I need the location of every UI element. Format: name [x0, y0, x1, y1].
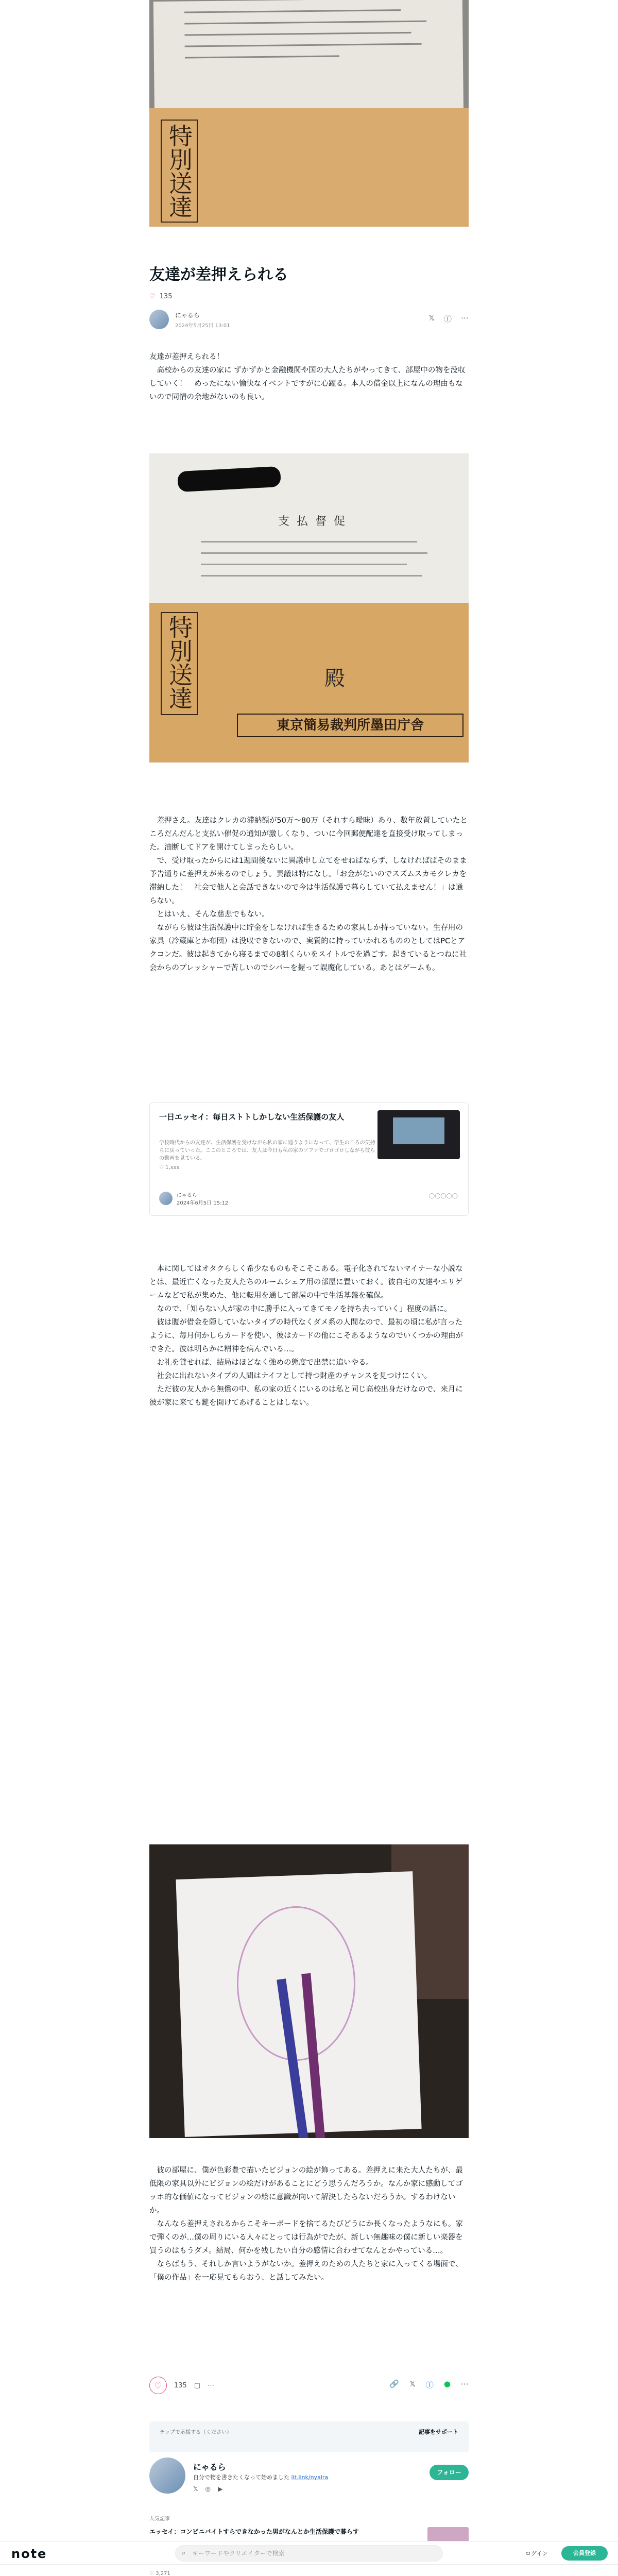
document-title: 支払督促	[278, 515, 353, 528]
article-actions	[149, 2375, 469, 2396]
avatar	[159, 1192, 173, 1205]
article-body-intro	[149, 350, 469, 404]
more-options-icon[interactable]: ⋯	[461, 2379, 469, 2388]
share-actions	[389, 2379, 469, 2390]
like-button[interactable]	[149, 2377, 167, 2394]
link-icon[interactable]: 🔗	[389, 2379, 399, 2388]
stamp-text: 特別送達	[165, 124, 193, 218]
embedded-article-card[interactable]	[149, 1103, 469, 1216]
paragraph: 高校からの友達の家に ずかずかと金融機関や国の大人たちがやってきて、部屋中の物を没収していく！ めったにない愉快なイベントですがに心躍る。本人の借金以上になんの理由もないので同情の余地がないのも良い。	[149, 366, 466, 401]
creator-name[interactable]: にゃるら	[193, 2462, 226, 2472]
paragraph: ただ彼の友人から無償の中、私の家の近くにいるのは私と同じ高校出身だけなので、来月に彼が家に来ても鍵を開けてあげることはしない。	[149, 1385, 463, 1407]
paragraph: 本に関してはオタクらしく希少なものもそこそこある。電子化されてないマイナーな小説なとは、最近亡くなった友人たちのルームシェア用の部屋に置いておく。彼自宅の友達やエリゲームなどで私が集めた、他に転用を通して部屋の中で生活基盤を確保。	[149, 1265, 463, 1300]
heart-icon: ♡	[154, 2380, 162, 2391]
envelope	[149, 108, 469, 227]
like-count: 135	[174, 2381, 187, 2389]
search-input[interactable]	[175, 2545, 443, 2562]
more-options-icon[interactable]: ⋯	[461, 313, 469, 323]
x-share-icon[interactable]: 𝕏	[428, 313, 435, 323]
avatar[interactable]	[149, 2458, 185, 2494]
login-link[interactable]: ログイン	[525, 2550, 548, 2557]
popular-item-title[interactable]: エッセイ：コンビニバイトすらできなかった男がなんとか生活保護で暮らす	[149, 2528, 359, 2535]
heart-icon: ♡	[149, 2571, 156, 2576]
article-image-drawing	[149, 1844, 469, 2138]
article-image-notice	[149, 453, 469, 762]
more-options-icon[interactable]: ⋯	[208, 2381, 215, 2389]
paragraph: なんなら差押えされるからこそキーボードを捨てるたびどうにか長くなったようなにも。家で弾くのが…僕の周りにいる人々にとっては行為がでたが、新しい無趣味の僕に新しい楽器を買うのはもうダメ。結局、何かを残したい自分の感情に合わせてなんとかやっている…。	[149, 2220, 463, 2255]
paragraph: 彼の部屋に、僕が色彩豊で描いたビジョンの絵が飾ってある。差押えに来た大人たちが、最低限の家具以外にビジョンの絵だけがあることにどう思うんだろうか。なんか家に感動してゴッホ的な価値になってビジョンの絵に意識が向いて解決したらないだろうか。するわけないか。	[149, 2166, 463, 2215]
payment-demand-document	[149, 453, 469, 603]
court-name: 東京簡易裁判所墨田庁舎	[237, 714, 464, 737]
article-header-image	[149, 0, 469, 227]
note-logo[interactable]: note	[11, 2547, 47, 2561]
section-heading: 人気記事	[149, 2516, 170, 2522]
article-body-section-3	[149, 1262, 469, 1410]
paragraph: ならばもう、それしか言いようがないか。差押えのための人たちと家に入ってくる場面で、「僕の作品」を一応見てもらおう、と話してみたい。	[149, 2260, 463, 2282]
paragraph: なので、「知らない人が家の中に勝手に入ってきてモノを持ち去っていく」程度の話に。	[149, 1305, 452, 1313]
paragraph: で、受け取ったからには1週間後ないに異議申し立てをせねばならず、しなければばそのまま予告通りに差押えが来るのでしょう。異議は特になし。「お金がないのでスズムスカモクレカを滞納した！ 社会で他人と会話できないので今は生活保護で暮らしていて払えません！」は通らない。	[149, 857, 467, 905]
support-label: チップで応援する（ください）	[160, 2430, 232, 2435]
like-count: ♡ 3,271	[149, 2571, 170, 2576]
page-title: 友達が差押えられる	[149, 266, 288, 284]
paragraph: 社会に出れないタイプの人間はナイフとして持つ財産のチャンスを見つけにくい。	[149, 1372, 432, 1380]
drawing	[237, 1906, 355, 2061]
creator-social-icons	[193, 2485, 222, 2493]
paragraph: 彼は腹が借金を隠していないタイプの時代なくダメ系の人間なので、最初の頃に私が言ったように、毎月何かしらカードを使い、彼はカードの他にこそあるようなのでいくつかの理由ができた。彼は明らかに精神を病んでいる…。	[149, 1318, 463, 1353]
instagram-icon[interactable]: ◎	[205, 2485, 211, 2493]
heart-icon[interactable]: ♡	[149, 292, 156, 300]
author-name[interactable]: にゃるら	[175, 311, 200, 319]
embed-author	[159, 1191, 228, 1206]
article-body-section-4	[149, 2164, 469, 2284]
paragraph: お礼を貸せれば、結局はほどなく強めの態度で出禁に追いやる。	[149, 1359, 373, 1367]
paragraph: とはいえ、そんな慈悲でもない。	[149, 910, 269, 919]
comment-icon[interactable]: ▢	[194, 2381, 201, 2389]
search-placeholder: キーワードやクリエイターで検索	[192, 2550, 285, 2557]
embed-like-count: ♡ 1,xxx	[159, 1165, 180, 1171]
embed-author-name: にゃるら	[177, 1193, 197, 1198]
addressee-honorific: 殿	[324, 667, 345, 690]
avatar[interactable]	[149, 310, 169, 329]
stamp-text: 特別送達	[165, 615, 193, 710]
search-icon: ⌕	[182, 2549, 186, 2557]
embed-title[interactable]: 一日エッセイ：毎日ストトしかしない生活保護の友人	[159, 1112, 345, 1122]
like-summary	[149, 291, 469, 301]
x-icon[interactable]: 𝕏	[193, 2485, 198, 2493]
line-share-icon[interactable]: ●	[443, 2379, 451, 2388]
follow-button[interactable]: フォロー	[430, 2465, 469, 2480]
x-share-icon[interactable]: 𝕏	[409, 2379, 416, 2388]
redaction-mark	[177, 466, 281, 492]
popular-articles-continued	[149, 2571, 469, 2576]
support-button[interactable]: 記事をサポート	[419, 2429, 458, 2435]
heart-icon: ♡	[159, 1165, 166, 1171]
like-count: 135	[159, 292, 173, 300]
creator-link[interactable]: lit.link/nyalra	[291, 2474, 329, 2481]
paragraph: ながらら彼は生活保護中に貯金をしなければ生きるための家具しか持っていない。生存用の家具（冷蔵庫とか布団）は没収できないので、実質的に持っていかれるもののとしてはPCとアクコンだ。彼は起きてから寝るまでの8割くらいをスイトルでを過ごす。起きているとつねに社会からのプレッシャーで苦しいのでシバーを握って誤魔化している。あとはゲームも。	[149, 924, 467, 972]
embed-more-label: ◯◯◯◯◯	[429, 1193, 458, 1199]
creator-bio: 自分で物を書きたくなって始めました lit.link/nyalra	[193, 2474, 329, 2481]
embed-date: 2024年6月5日 15:12	[177, 1200, 229, 1206]
paragraph: 友達が差押えられる！	[149, 353, 224, 361]
facebook-share-icon[interactable]: ⓕ	[443, 314, 452, 324]
facebook-share-icon[interactable]: ⓕ	[425, 2380, 434, 2389]
paragraph: 差押さえ。友達はクレカの滞納額が50万〜80万（それすら曖昧）あり、数年放置していたところだんだんと支払い催促の通知が激しくなり、ついに今回郵便配達を直接受け取ってしまった。油断してドアを開けてしまったらしい。	[149, 817, 468, 852]
site-header	[0, 2541, 618, 2565]
creator-profile	[149, 2458, 469, 2504]
share-icons	[428, 313, 469, 324]
embed-description: 学校時代からの友達が、生活保護を受けながら私の家に通うようになって、学生のころの気持ちに戻っていった。ここのところでは、友人は今日も私の家のソファでゴロゴロしながら彼らの動画を見ている。	[159, 1140, 375, 1161]
article-body-section-2	[149, 814, 469, 975]
register-button[interactable]: 会員登録	[561, 2546, 608, 2561]
author-row	[149, 309, 469, 330]
youtube-icon[interactable]: ▶	[218, 2485, 223, 2493]
embed-thumbnail	[377, 1110, 460, 1159]
publish-date: 2024年5月25日 13:01	[175, 323, 230, 329]
support-box	[149, 2421, 469, 2452]
envelope	[149, 603, 469, 762]
